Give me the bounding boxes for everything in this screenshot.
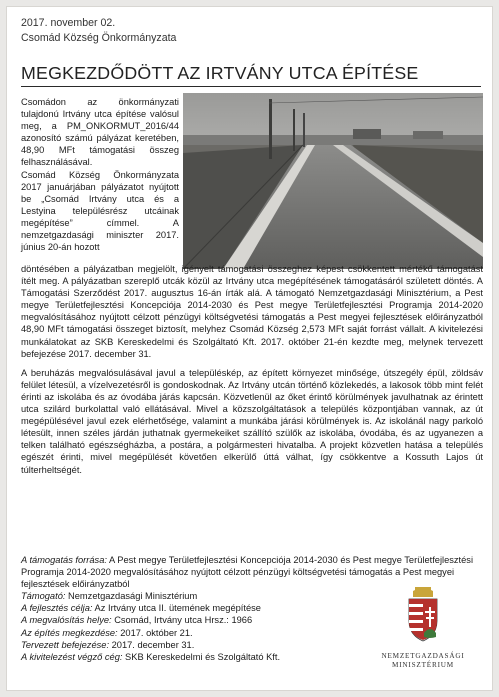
fact-goal: A fejlesztés célja: Az Irtvány utca II. ütemének megépítése: [21, 603, 261, 614]
paragraph: Csomádon az önkormányzati tulajdonú Irtvány utca építése valósul meg, a PM_ONKORMUT_2016/44 azonosító számú pályázat keretében, 48,90 MFt támogatási összeg felhasználásával.: [21, 97, 179, 168]
paragraph: A beruházás megvalósulásával javul a településkép, az épített környezet minősége, útszegély épül, zöldsáv felület létesül, a vízelvezetésről is gondoskodnak. Az Irtvány utcán történő közlekedés, a lakosok több mint felét érinti az iskolába és az óvodába járás kapcsán. Közvetlenül az őket érintő körülmények javulhatnak az érintett utca szilárd burkolattal való ellátásával. Mivel a közszolgáltatások a település központjában vannak, az út megépülésével javul ezek elérhetősége, valamint a munkába járási körülmények is. Az iskolánál nagy parkoló létesült, innen széles járdán juthatnak gyermekeiket szállító szülők az iskolába, óvodába, és az ugyanezen a telken található egészségházba, a postára, a polgármesteri hivatalba. A projekt közvetlen hatása a település egészét érinti, mivel megépülését követően elkerülő úttá válhat, így csökkentve a Kossuth Lajos út túlterheltségét.: [21, 367, 483, 475]
hungarian-coat-of-arms-icon: [403, 585, 443, 645]
road-construction-photo: [183, 93, 483, 269]
fact-funding-source: A támogatás forrása: A Pest megye Területfejlesztési Koncepciója 2014-2030 és Pest megye Területfejlesztési Programja 2014-2020 megvalósításához nyújtott célzott pénzügyi költségvetési támogatás a Pest megyei fejlesztések előirányzatból: [21, 555, 474, 590]
article-body: [21, 263, 483, 476]
article-title: MEGKEZDŐDÖTT AZ IRTVÁNY UTCA ÉPÍTÉSE: [21, 63, 419, 83]
article-date: 2017. november 02.: [21, 17, 116, 29]
paragraph: Csomád Község Önkormányzata 2017 januárjában pályázatot nyújtott be „Csomád Irtvány utca és a Lestyina településrész utcáinak megépítése” címmel. A nemzetgazdasági miniszter 2017. június 20-án hozott: [21, 169, 179, 253]
ministry-emblem: [381, 585, 465, 670]
title-divider: [21, 86, 481, 87]
fact-planned-end: Tervezett befejezése: 2017. december 31.: [21, 639, 195, 650]
emblem-caption: NEMZETGAZDASÁGI MINISZTÉRIUM: [381, 652, 465, 669]
paragraph: döntésében a pályázatban megjelölt, igényelt támogatási összeghez képest csökkentett mértékű támogatást ítélt meg. A pályázatban szereplő utcák közül az Irtvány utca megépítésének támogatásáról született döntés. A Támogatási Szerződést 2017. augusztus 16-án írták alá. A támogató Nemzetgazdasági Minisztérium, a Pest megye Területfejlesztési Koncepciója 2014-2030 és Pest megye Területfejlesztési Programja 2014-2020 megvalósításához nyújtott célzott pénzügyi költségvetési támogatás a Pest megyei fejlesztések előirányzatból 48,90 MFt támogatási összeget biztosít, melyhez Csomád Község 2,573 MFt saját forrást vállalt. A kivitelezési munkálatokat az SKB Kereskedelmi és Szolgáltató Kft. 2017. október 21-én kezdte meg, melynek tervezett befejezése 2017. december 31.: [21, 264, 483, 359]
document-page: [6, 6, 493, 691]
fact-supporter: Támogató: Nemzetgazdasági Minisztérium: [21, 591, 198, 602]
publisher-name: Csomád Község Önkormányzata: [21, 32, 177, 44]
fact-location: A megvalósítás helye: Csomád, Irtvány utca Hrsz.: 1966: [21, 615, 253, 626]
fact-start-date: Az építés megkezdése: 2017. október 21.: [21, 627, 193, 638]
fact-contractor: A kivitelezést végző cég: SKB Kereskedelmi és Szolgáltató Kft.: [21, 651, 281, 662]
article-lead-column: [21, 96, 179, 253]
